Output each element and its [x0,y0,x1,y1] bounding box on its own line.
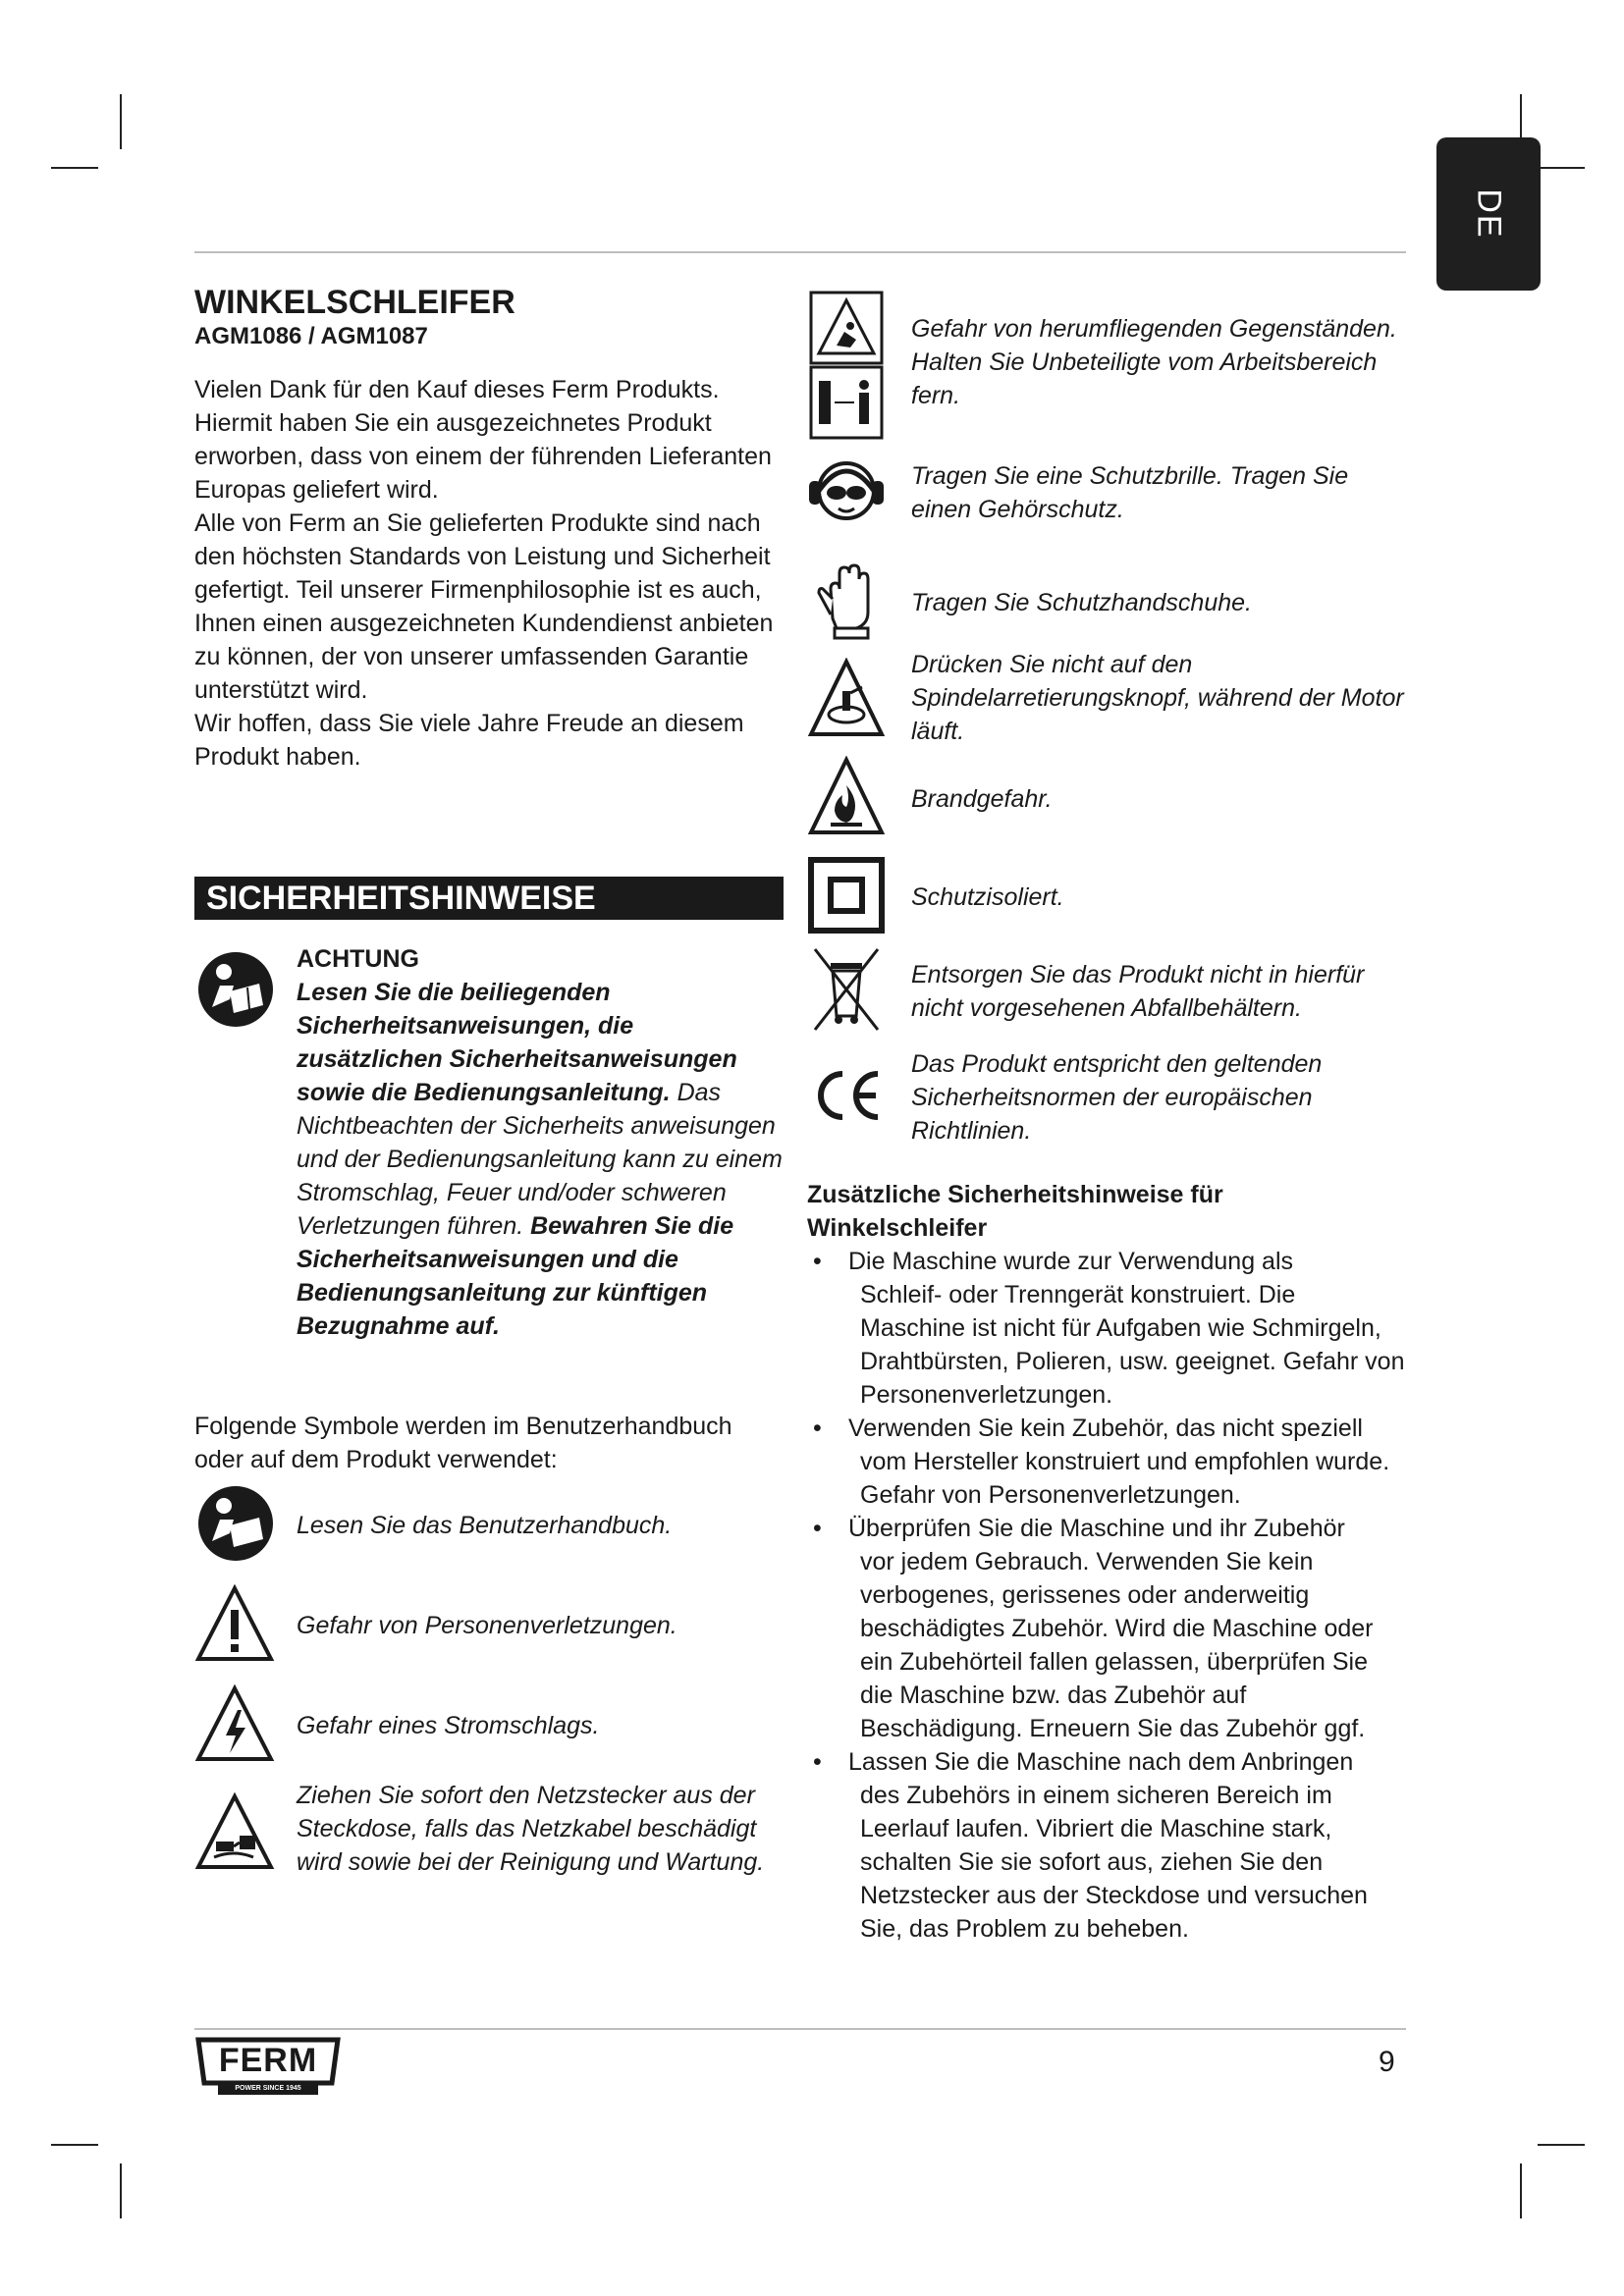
footer-divider [194,2028,1406,2030]
crop-mark [51,2144,98,2146]
symbol-row [807,856,1406,938]
bullet-line: Verwenden Sie kein Zubehör, das nicht speziell [848,1415,1363,1442]
manual-icon [194,1482,297,1570]
warning-block [194,942,784,1343]
crop-mark [1538,2144,1585,2146]
symbol-row [194,1484,784,1567]
ferm-logo [194,2034,342,2104]
bullet-continuation: des Zubehörs in einem sicheren Bereich im Leerlauf laufen. Vibriert die Maschine stark, schalten Sie sie sofort aus, ziehen Sie den Netzstecker aus der Steckdose und versuchen Sie, das Problem zu beheben. [860,1782,1368,1943]
additional-list [807,1245,1406,1946]
symbol-text: Gefahr von Personenverletzungen. [297,1612,677,1639]
symbol-row [807,648,1406,752]
ce-mark-icon [807,1066,911,1130]
intro-paragraph-1: Vielen Dank für den Kauf dieses Ferm Produkts. Hiermit haben Sie ein ausgezeichnetes Produkt erworben, dass von einem der führenden Lieferanten Europas geliefert wird. [194,376,772,504]
symbol-text: Lesen Sie das Benutzerhandbuch. [297,1512,673,1539]
language-tab [1436,137,1541,291]
symbol-text: Schutzisoliert. [911,883,1064,911]
section-heading-safety: SICHERHEITSHINWEISE [194,877,784,920]
list-item [807,1512,1406,1745]
additional-heading: Zusätzliche Sicherheitshinweise für Winkelschleifer [807,1181,1223,1242]
symbol-row [194,1684,784,1767]
warning-triangle-icon [194,1584,297,1668]
manual-icon [194,948,277,1036]
crop-mark [120,94,122,149]
bullet-continuation: Schleif- oder Trenngerät konstruiert. Die Maschine ist nicht für Aufgaben wie Schmirgeln, Drahtbürsten, Polieren, usw. geeignet. Gefahr von Personenverletzungen. [860,1281,1405,1409]
bullet-line: Die Maschine wurde zur Verwendung als [848,1248,1294,1275]
logo-text: FERM [218,2042,318,2079]
list-item [807,1412,1406,1512]
list-item [807,1745,1406,1946]
left-column [194,283,784,774]
symbol-row [194,1779,784,1924]
fire-icon [807,756,911,843]
symbols-intro: Folgende Symbole werden im Benutzerhandbuch oder auf dem Produkt verwendet: [194,1413,732,1473]
symbol-row [807,1046,1406,1148]
symbol-row [807,756,1406,842]
symbol-row [807,450,1406,536]
crop-mark [1538,167,1585,169]
symbol-text: Entsorgen Sie das Produkt nicht in hierfür nicht vorgesehenen Abfallbehältern. [911,961,1365,1022]
warning-label: ACHTUNG [297,945,419,973]
flying-debris-icon [807,291,911,449]
crop-mark [120,2163,122,2218]
warning-italic: Das Nichtbeachten der Sicherheits anweisungen und der Bedienungsanleitung kann zu einem Stromschlag, Feuer und/oder schweren Verletzungen führen. [297,1079,783,1240]
symbol-row [194,1584,784,1667]
bullet-continuation: vom Hersteller konstruiert und empfohlen wurde. Gefahr von Personenverletzungen. [860,1448,1390,1509]
symbol-text: Gefahr eines Stromschlags. [297,1712,600,1739]
language-tab-label: DE [1470,188,1508,240]
warning-bold-2: Bewahren Sie die Sicherheitsanweisungen und die Bedienungsanleitung zur künftigen Bezugnahme auf. [297,1212,734,1340]
symbol-text: Tragen Sie Schutzhandschuhe. [911,589,1252,616]
intro-paragraph-3: Wir hoffen, dass Sie viele Jahre Freude an diesem Produkt haben. [194,710,744,771]
bullet-line: Lassen Sie die Maschine nach dem Anbringen [848,1748,1354,1776]
model-numbers: AGM1086 / AGM1087 [194,323,428,349]
symbol-text: Das Produkt entspricht den geltenden Sicherheitsnormen der europäischen Richtlinien. [911,1050,1323,1145]
spindle-lock-icon [807,648,911,745]
crop-mark [51,167,98,169]
crossed-bin-icon [807,945,911,1039]
goggles-earmuffs-icon [807,450,911,537]
symbol-row [807,944,1406,1039]
electric-shock-icon [194,1684,297,1768]
header-divider [194,251,1406,253]
warning-bold-1: Lesen Sie die beiliegenden Sicherheitsanweisungen, die zusätzlichen Sicherheitsanweisungen sowie die Bedienungsanleitung. [297,979,737,1106]
intro-paragraph-2: Alle von Ferm an Sie gelieferten Produkte sind nach den höchsten Standards von Leistung und Sicherheit gefertigt. Teil unserer Firmenphilosophie ist es auch, Ihnen einen ausgezeichneten Kundendienst anbieten zu können, der von unserer umfassenden Garantie unterstützt wird. [194,509,774,704]
additional-safety [807,1178,1406,1946]
double-insulation-icon [807,856,911,939]
crop-mark [1520,2163,1522,2218]
symbol-text: Drücken Sie nicht auf den Spindelarretierungsknopf, während der Motor läuft. [911,651,1404,745]
unplug-icon [194,1779,297,1876]
page-number: 9 [1379,2046,1395,2078]
symbol-row [807,291,1406,444]
bullet-line: Überprüfen Sie die Maschine und ihr Zubehör [848,1515,1345,1542]
logo-tagline: POWER SINCE 1945 [235,2085,301,2092]
symbol-text: Ziehen Sie sofort den Netzstecker aus der Steckdose, falls das Netzkabel beschädigt wird sowie bei der Reinigung und Wartung. [297,1782,765,1876]
gloves-icon [807,560,911,647]
symbol-row [807,560,1406,646]
symbol-text: Gefahr von herumfliegenden Gegenständen. Halten Sie Unbeteiligte vom Arbeitsbereich fern. [911,315,1397,409]
symbol-text: Tragen Sie eine Schutzbrille. Tragen Sie einen Gehörschutz. [911,462,1349,523]
bullet-continuation: vor jedem Gebrauch. Verwenden Sie kein verbogenes, gerissenes oder anderweitig beschädigtes Zubehör. Wird die Maschine oder ein Zubehörteil fallen gelassen, überprüfen Sie die Maschine bzw. das Zubehör auf Beschädigung. Erneuern Sie das Zubehör ggf. [860,1548,1374,1742]
list-item [807,1245,1406,1412]
symbol-text: Brandgefahr. [911,785,1053,813]
warning-text [297,942,784,1343]
page-title: WINKELSCHLEIFER [194,284,515,321]
